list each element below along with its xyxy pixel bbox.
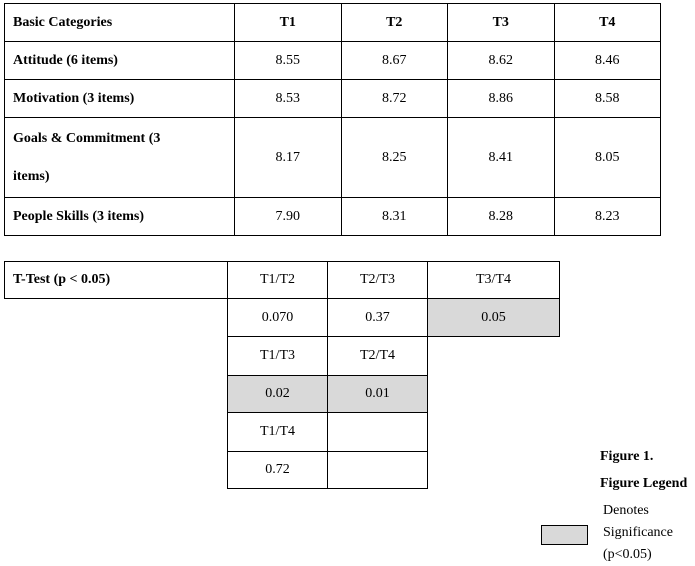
cell-t2: 8.25 [341,118,448,198]
ttest-empty-cell [327,412,428,452]
row-category: Attitude (6 items) [5,42,235,80]
ttest-value-t1-t2: 0.070 [227,298,328,337]
cell-t1: 8.55 [235,42,342,80]
row-category: People Skills (3 items) [5,198,235,236]
significance-swatch [541,525,588,545]
cell-t2: 8.67 [341,42,448,80]
cell-t3: 8.62 [448,42,555,80]
header-t4: T4 [554,4,661,42]
header-t2: T2 [341,4,448,42]
scores-table [4,3,661,236]
ttest-pair-t1-t3: T1/T3 [227,336,328,376]
ttest-label: T-Test (p < 0.05) [4,261,228,299]
table-row [5,198,661,236]
figure-number: Figure 1. [600,449,654,464]
header-t3: T3 [448,4,555,42]
table-header-row [5,4,661,42]
cell-t1: 8.53 [235,80,342,118]
legend-description [603,500,673,566]
ttest-pair-t1-t2: T1/T2 [227,261,328,299]
ttest-empty-cell [327,451,428,489]
ttest-value-t2-t3: 0.37 [327,298,428,337]
cell-t3: 8.41 [448,118,555,198]
legend-line: Significance [603,525,673,540]
header-category: Basic Categories [5,4,235,42]
cell-t1: 7.90 [235,198,342,236]
cell-t2: 8.31 [341,198,448,236]
cell-t3: 8.28 [448,198,555,236]
cell-t4: 8.23 [554,198,661,236]
ttest-value-t1-t3: 0.02 [227,375,328,413]
cell-t4: 8.58 [554,80,661,118]
ttest-pair-t2-t4: T2/T4 [327,336,428,376]
row-category-line2: items) [13,168,50,184]
cell-t4: 8.46 [554,42,661,80]
table-row [5,118,661,198]
row-category-line1: Goals & Commitment (3 [13,130,161,146]
cell-t1: 8.17 [235,118,342,198]
cell-t4: 8.05 [554,118,661,198]
ttest-pair-t1-t4: T1/T4 [227,412,328,452]
ttest-pair-t2-t3: T2/T3 [327,261,428,299]
ttest-value-t1-t4: 0.72 [227,451,328,489]
ttest-pair-t3-t4: T3/T4 [427,261,560,299]
cell-t2: 8.72 [341,80,448,118]
legend-title: Figure Legend [600,476,688,491]
header-t1: T1 [235,4,342,42]
row-category: Motivation (3 items) [5,80,235,118]
ttest-value-t2-t4: 0.01 [327,375,428,413]
table-row [5,42,661,80]
row-category [5,118,235,198]
table-row [5,80,661,118]
legend-line: (p<0.05) [603,547,652,562]
legend-line: Denotes [603,503,649,518]
ttest-value-t3-t4: 0.05 [427,298,560,337]
cell-t3: 8.86 [448,80,555,118]
